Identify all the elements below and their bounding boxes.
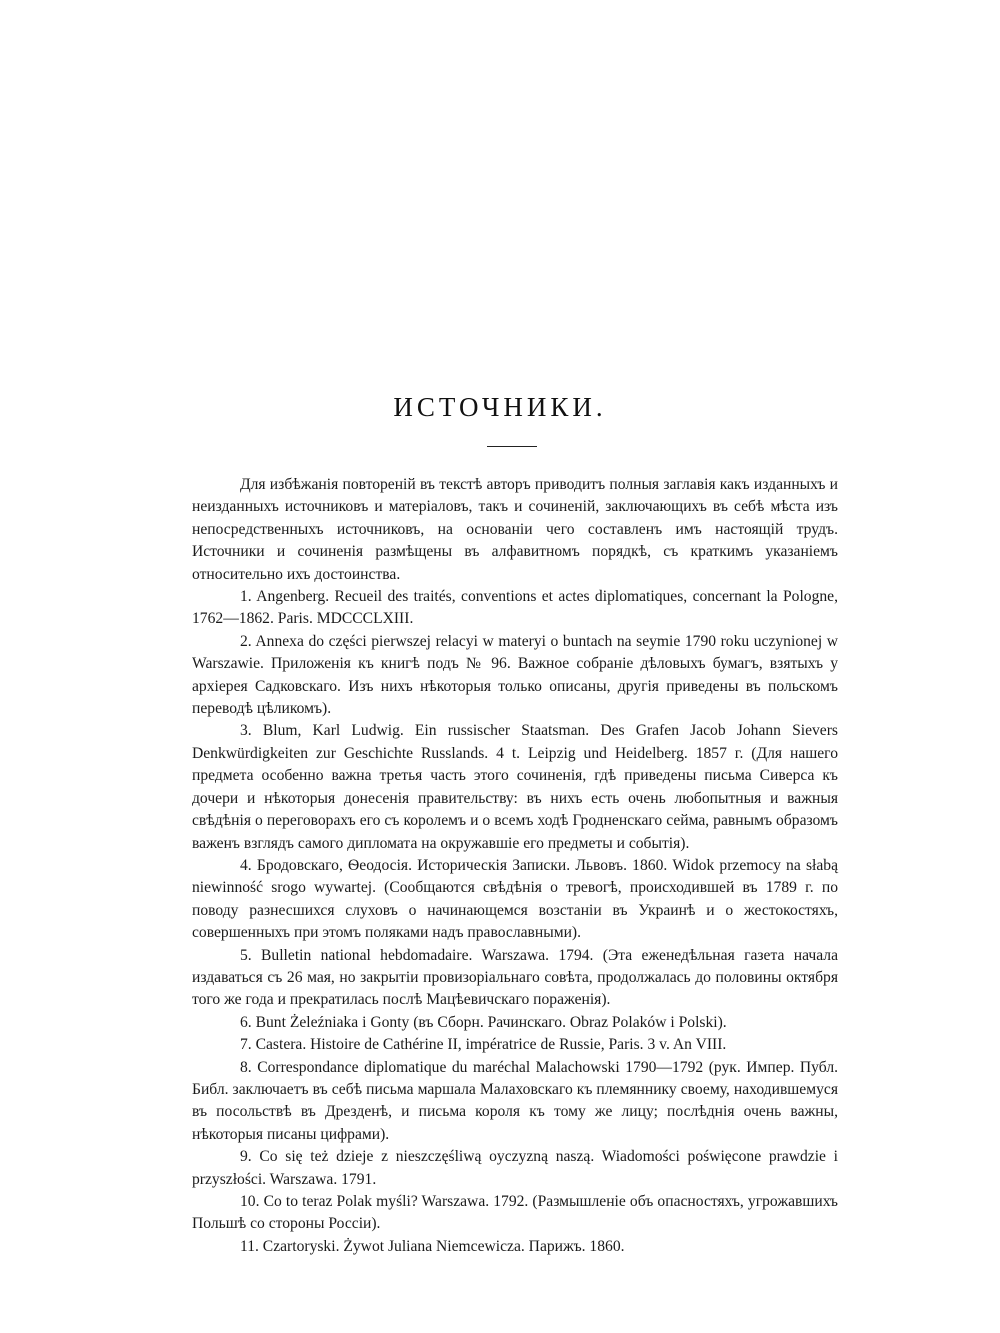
- sources-body: [192, 474, 838, 1258]
- source-entry: 4. Бродовскаго, Ѳеодосія. Историческія Записки. Львовъ. 1860. Widok przemocy na słabą niewinność srogo wywartej. (Сообщаются свѣдѣнія о тревогѣ, происходившей въ 1789 г. по поводу разнесшихся слуховъ о начинающемся возстаніи въ Украинѣ и о жестокостяхъ, совершенныхъ при этомъ поляками надъ православными).: [192, 856, 838, 942]
- source-entry: 5. Bulletin national hebdomadaire. Warszawa. 1794. (Эта еженедѣльная газета начала издаваться съ 26 мая, но закрытіи провизоріальнаго совѣта, продолжалась до половины октября того же года и прекратилась послѣ Мацѣевичскаго пораженія).: [192, 946, 838, 1009]
- title-divider: [487, 446, 537, 447]
- source-entry: 10. Co to teraz Polak myśli? Warszawa. 1792. (Размышленіе объ опасностяхъ, угрожавшихъ Польшѣ со стороны Россіи).: [192, 1193, 838, 1233]
- source-entry: 9. Co się też dzieje z nieszczęśliwą oyczyzną naszą. Wiadomości poświęcone prawdzie i przyszłości. Warszawa. 1791.: [192, 1148, 838, 1188]
- source-entry: 7. Castera. Histoire de Cathérine II, impératrice de Russie, Paris. 3 v. An VIII.: [240, 1036, 727, 1054]
- page-title: ИСТОЧНИКИ.: [393, 392, 607, 422]
- source-entry: 11. Czartoryski. Żywot Juliana Niemcewicza. Парижъ. 1860.: [240, 1237, 625, 1255]
- source-entry: 3. Blum, Karl Ludwig. Ein russischer Staatsman. Des Grafen Jacob Johann Sievers Denkwürdigkeiten zur Geschichte Russlands. 4 t. Leipzig und Heidelberg. 1857 г. (Для нашего предмета особенно важна третья часть этого сочиненія, гдѣ приведены письма Сиверса къ дочери и нѣкоторыя донесенія правительству: въ нихъ есть очень любопытныя и важныя свѣдѣнія о переговорахъ его съ королемъ и о всемъ ходѣ Гродненскаго сейма, равнымъ образомъ важенъ взглядъ самого дипломата на окружавшіе его предметы и событія).: [192, 722, 838, 852]
- intro-paragraph: Для избѣжанія повтореній въ текстѣ авторъ приводитъ полныя заглавія какъ изданныхъ и неизданныхъ источниковъ и матеріаловъ, такъ и сочиненій, заключающихъ въ себѣ мѣста изъ непосредственныхъ источниковъ, на основаніи чего составленъ имъ настоящій трудъ. Источники и сочиненія размѣщены въ алфавитномъ порядкѣ, съ краткимъ указаніемъ относительно ихъ достоинства.: [192, 476, 838, 583]
- source-entry: 1. Angenberg. Recueil des traités, conventions et actes diplomatiques, concernant la Pologne, 1762—1862. Paris. MDCCCLXIII.: [192, 588, 838, 628]
- source-entry: 6. Bunt Żeleźniaka i Gonty (въ Сборн. Рачинскаго. Obraz Polaków i Polski).: [240, 1013, 727, 1031]
- source-entry: 8. Correspondance diplomatique du maréchal Malachowski 1790—1792 (рук. Импер. Публ. Библ. заключаетъ въ себѣ письма маршала Малаховскаго къ племяннику своему, находившемуся въ посольствѣ въ Дрезденѣ, и письма короля къ тому же лицу; послѣднія очень важны, нѣкоторыя писаны цифрами).: [192, 1058, 838, 1143]
- source-entry: 2. Annexa do części pierwszej relacyi w materyi o buntach na seymie 1790 roku uczynionej w Warszawie. Приложенія къ книгѣ подъ № 96. Важное собраніе дѣловыхъ бумагъ, взятыхъ у архіерея Садковскаго. Изъ нихъ нѣкоторыя только описаны, другія приведены въ польскомъ переводѣ цѣликомъ).: [192, 632, 838, 718]
